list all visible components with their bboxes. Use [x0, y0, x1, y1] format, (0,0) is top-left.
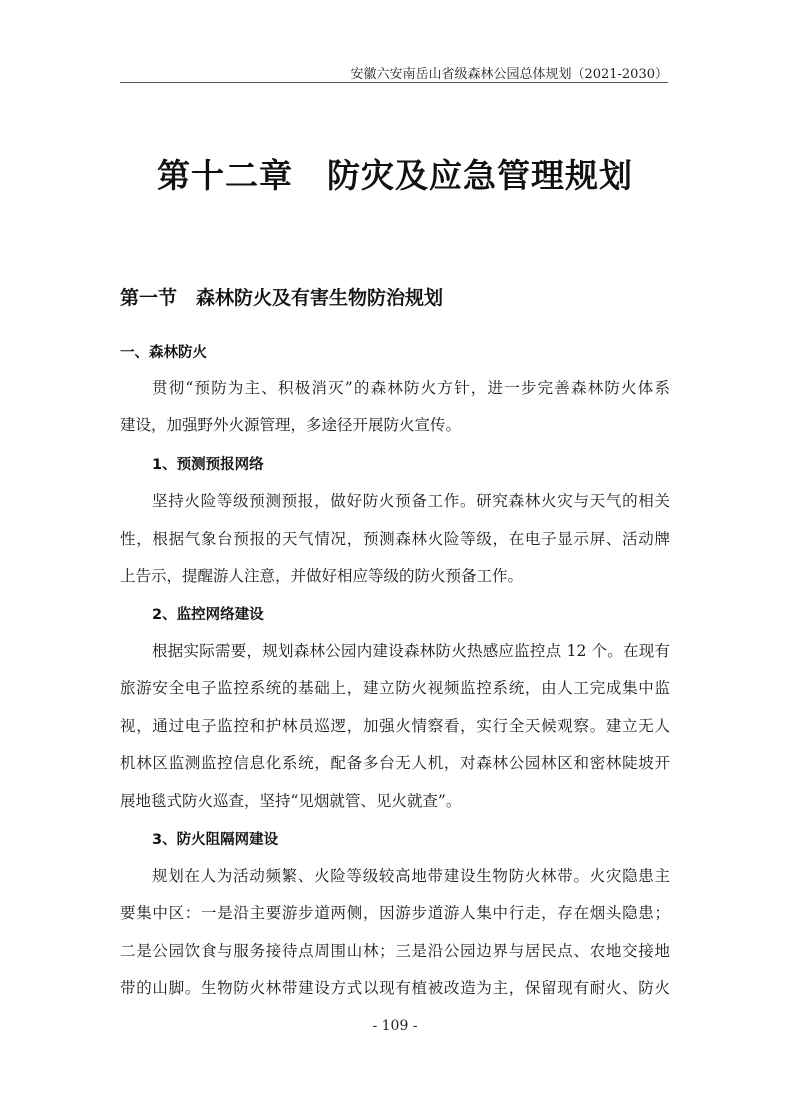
paragraph-line: 建设，加强野外火源管理，多途径开展防火宣传。 — [120, 416, 462, 434]
paragraph-line: 旅游安全电子监控系统的基础上，建立防火视频监控系统，由人工完成集中监 — [120, 679, 670, 697]
paragraph-line: 坚持火险等级预测预报，做好防火预备工作。研究森林火灾与天气的相关 — [152, 492, 670, 510]
section-title: 第一节 森林防火及有害生物防治规划 — [120, 287, 444, 309]
paragraph-line: 二是公园饮食与服务接待点周围山林；三是沿公园边界与居民点、农地交接地 — [120, 942, 670, 960]
item-heading: 1、预测预报网络 — [152, 457, 264, 473]
paragraph-line: 展地毯式防火巡查，坚持“见烟就管、见火就查”。 — [120, 792, 462, 810]
subsection-title: 一、森林防火 — [120, 345, 207, 361]
paragraph-line: 上告示，提醒游人注意，并做好相应等级的防火预备工作。 — [120, 567, 524, 585]
header-title: 安徽六安南岳山省级森林公园总体规划（2021-2030） — [350, 67, 668, 82]
paragraph-line: 带的山脚。生物防火林带建设方式以现有植被改造为主，保留现有耐火、防火 — [120, 979, 670, 997]
paragraph-line: 机林区监测监控信息化系统，配备多台无人机，对森林公园林区和密林陡坡开 — [120, 754, 670, 772]
paragraph-line: 根据实际需要，规划森林公园内建设森林防火热感应监控点 12 个。在现有 — [152, 642, 670, 660]
item-heading: 2、监控网络建设 — [152, 607, 264, 623]
chapter-title: 第十二章 防灾及应急管理规划 — [157, 156, 633, 195]
item-heading: 3、防火阻隔网建设 — [152, 832, 279, 848]
paragraph-line: 贯彻“预防为主、积极消灭”的森林防火方针，进一步完善森林防火体系 — [152, 379, 670, 397]
paragraph-line: 性，根据气象台预报的天气情况，预测森林火险等级，在电子显示屏、活动牌 — [120, 530, 670, 548]
page-number: - 109 - — [372, 1018, 418, 1034]
paragraph-line: 视，通过电子监控和护林员巡逻，加强火情察看，实行全天候观察。建立无人 — [120, 717, 670, 735]
paragraph-line: 要集中区：一是沿主要游步道两侧，因游步道游人集中行走，存在烟头隐患； — [120, 904, 670, 922]
paragraph-line: 规划在人为活动频繁、火险等级较高地带建设生物防火林带。火灾隐患主 — [152, 867, 670, 885]
header-divider — [120, 82, 668, 83]
